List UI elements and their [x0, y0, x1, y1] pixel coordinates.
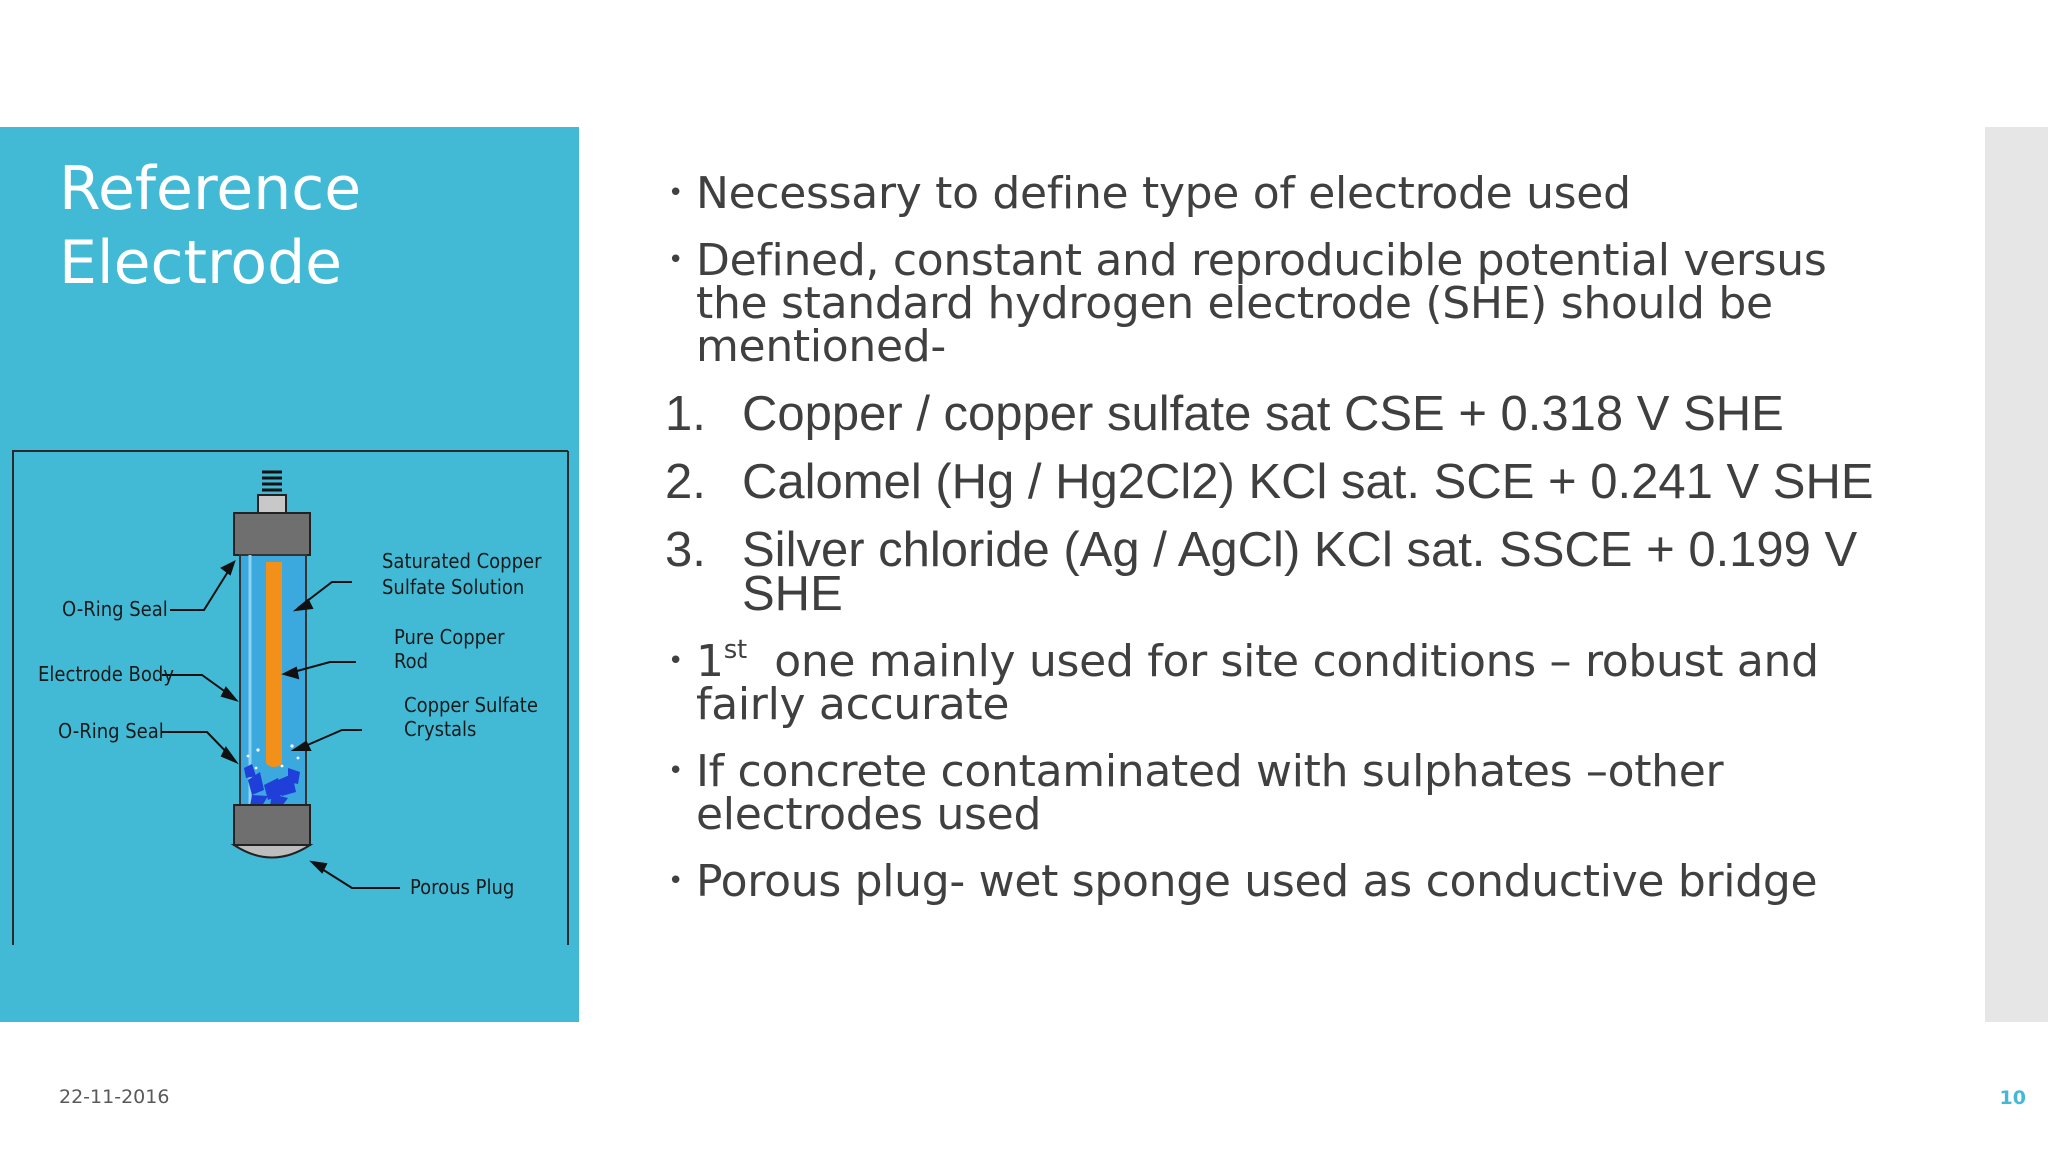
footer-date: 22-11-2016	[59, 1086, 170, 1108]
bullet-marker: •	[668, 245, 684, 275]
bullet-sulphates	[665, 746, 1895, 840]
item-number: 3.	[665, 523, 706, 577]
bullet-defined-potential	[665, 235, 1895, 372]
copper-rod	[266, 562, 282, 762]
bullet-first-used	[665, 635, 1895, 730]
porous-plug-dome	[234, 845, 310, 858]
terminal-wire	[262, 472, 282, 490]
numbered-item-1	[665, 387, 1895, 441]
label-oring-bottom: O-Ring Seal	[58, 719, 164, 743]
bullet-text: If concrete contaminated with sulphates –other electrodes used	[696, 746, 1724, 840]
slide-content	[665, 168, 1895, 927]
bullet-marker: •	[668, 646, 684, 676]
slide-title	[59, 152, 559, 300]
item-number: 1.	[665, 387, 706, 441]
top-cap	[234, 513, 310, 555]
bullet-define-type	[665, 168, 1895, 219]
bottom-cap	[234, 805, 310, 845]
label-porous-plug: Porous Plug	[410, 875, 515, 899]
item-text: Calomel (Hg / Hg2Cl2) KCl sat. SCE + 0.241 V SHE	[742, 455, 1874, 509]
electrode-diagram	[12, 450, 569, 945]
label-rod-1: Pure Copper	[394, 625, 505, 649]
bullet-marker: •	[668, 178, 684, 208]
item-text: Copper / copper sulfate sat CSE + 0.318 V SHE	[742, 387, 1784, 441]
bullet-text: Necessary to define type of electrode used	[696, 168, 1631, 219]
bullet-porous-plug	[665, 856, 1895, 907]
terminal-nut	[258, 495, 286, 513]
label-crystals-2: Crystals	[404, 717, 477, 741]
label-crystals-1: Copper Sulfate	[404, 693, 538, 717]
ordinal-suffix: st	[723, 635, 747, 665]
label-saturated-2: Sulfate Solution	[382, 575, 525, 599]
title-line-2: Electrode	[59, 228, 343, 298]
item-number: 2.	[665, 455, 706, 509]
numbered-item-2	[665, 455, 1895, 509]
label-rod-2: Rod	[394, 649, 429, 673]
ordinal-number: 1	[696, 636, 724, 687]
bullet-text: one mainly used for site conditions – robust and fairly accurate	[696, 636, 1833, 730]
page-number: 10	[1999, 1087, 2026, 1109]
label-oring-top: O-Ring Seal	[62, 597, 168, 621]
item-text: Silver chloride (Ag / AgCl) KCl sat. SSCE + 0.199 V SHE	[742, 523, 1858, 621]
numbered-item-3	[665, 523, 1895, 621]
label-saturated-1: Saturated Copper	[382, 549, 542, 573]
bullet-text: Defined, constant and reproducible potential versus the standard hydrogen electrode (SHE) should be mentioned-	[696, 235, 1827, 372]
bullet-text: Porous plug- wet sponge used as conductive bridge	[696, 856, 1818, 907]
title-line-1: Reference	[59, 154, 362, 224]
bullet-marker: •	[668, 756, 684, 786]
label-electrode-body: Electrode Body	[38, 662, 174, 686]
right-gray-strip	[1985, 127, 2048, 1022]
bullet-marker: •	[668, 866, 684, 896]
